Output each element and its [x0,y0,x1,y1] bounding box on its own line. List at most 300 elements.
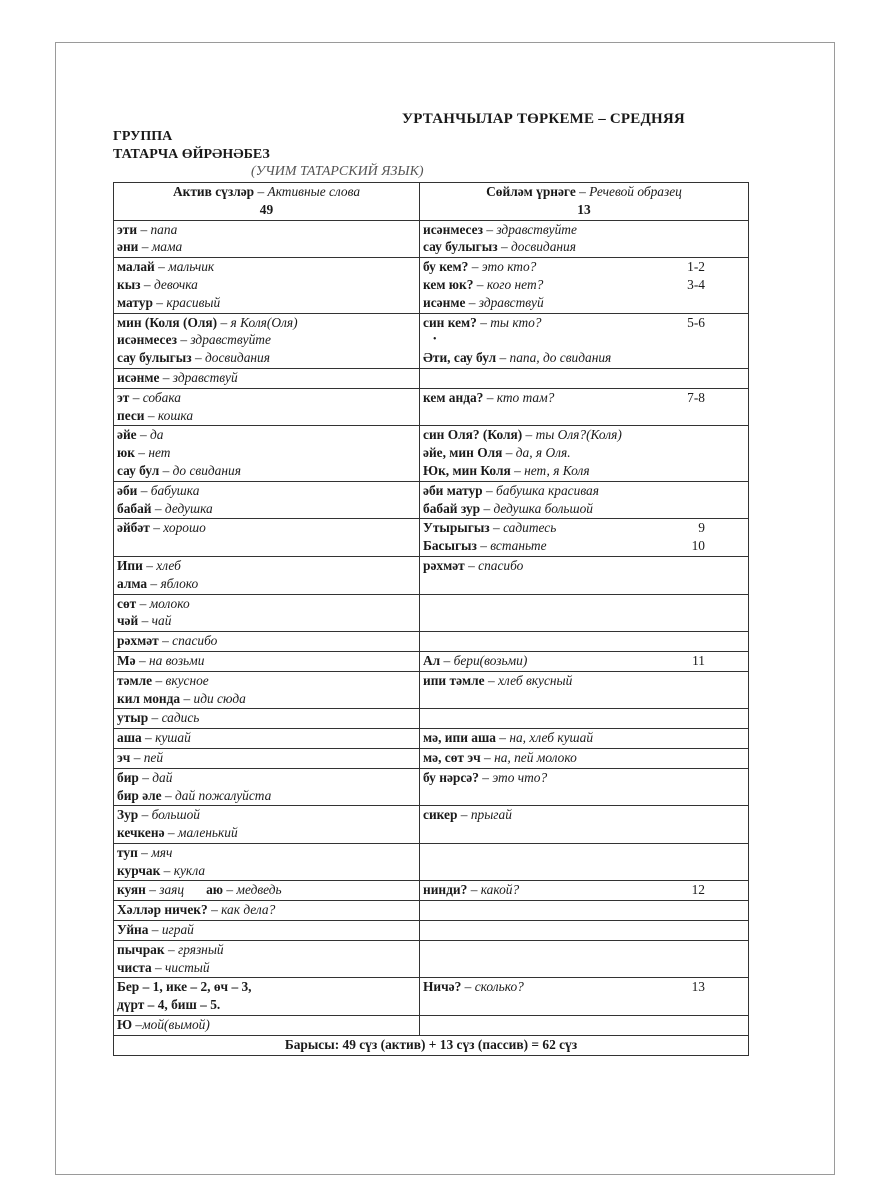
active-word-entry: пычрак – грязный [117,941,224,957]
russian-translation: это кто? [481,259,537,275]
speech-sample-cell [420,881,749,901]
table-row [114,220,749,258]
russian-translation: хлеб вкусный [497,672,573,688]
russian-translation: кушай [155,730,191,746]
speech-sample-entry: исәнмесез – здравствуйте [423,221,577,237]
tatar-word: сау бул [117,462,160,478]
active-word-entry: рәхмәт – спасибо [117,633,218,649]
russian-translation: бери(возьми) [453,652,528,668]
speech-sample-cell [420,594,749,632]
russian-translation: яблоко [160,575,199,591]
russian-translation: на возьми [148,652,205,668]
table-total-row [114,1035,749,1055]
table-row [114,651,749,671]
speech-sample-entry: нинди? – какой? 12 [423,882,705,898]
russian-translation: бабушка [150,482,200,498]
header-active-words: Актив сүзләр – Активные слова 49 [114,183,420,221]
tatar-word: бу кем? [423,259,469,275]
active-word-entry: бабай – дедушка [117,500,213,516]
tatar-word: бир әле [117,787,162,803]
tatar-word: чиста [117,959,152,975]
speech-sample-cell [420,843,749,881]
tatar-word: туп [117,844,138,860]
russian-translation: иди сюда [193,690,246,706]
active-word-entry: Хәлләр ничек? – как дела? [117,902,276,918]
tatar-word: сау булыгыз [117,350,192,366]
active-words-cell [114,258,420,313]
tatar-word: бабай зур [423,500,481,516]
tatar-word: кем анда? [423,389,484,405]
active-word-entry: эти – папа [117,221,178,237]
russian-translation: дай [152,769,173,785]
lesson-number: 13 [691,979,705,995]
tatar-word: Әти, сау бул [423,350,497,366]
russian-translation: мяч [151,844,173,860]
tatar-word: Ал [423,652,441,668]
tatar-word: малай [117,259,155,275]
russian-translation: здравствуй [478,294,544,310]
active-word-entry: кечкенә – маленький [117,825,238,841]
speech-sample-cell [420,556,749,594]
active-word-entry: чәй – чай [117,613,172,629]
table-row [114,388,749,426]
russian-translation: папа, до свидания [509,350,612,366]
russian-translation: маленький [177,825,238,841]
russian-translation: красивый [166,294,221,310]
active-words-cell [114,368,420,388]
speech-sample-cell [420,388,749,426]
tatar-word: әйбәт [117,520,150,536]
russian-translation: ты кто? [490,314,542,330]
speech-sample-entry: ипи тәмле – хлеб вкусный [423,672,573,688]
russian-translation: это что? [492,769,548,785]
header-speech-sample: Сөйләм үрнәге – Речевой образец 13 [420,183,749,221]
speech-sample-cell [420,651,749,671]
russian-translation: на, пей молоко [494,749,577,765]
tatar-word: Ипи [117,557,143,573]
active-word-entry: бир – дай [117,769,173,785]
header-speech-sample-count: 13 [577,201,591,217]
tatar-word: әйе, мин Оля [423,445,503,461]
lesson-number: 9 [698,520,705,536]
tatar-word: кем юк? [423,276,474,292]
tatar-word: мә, сөт эч [423,749,481,765]
tatar-word: эт [117,389,130,405]
table-row [114,806,749,844]
header-active-words-tt: Актив сүзләр [172,184,255,199]
speech-sample-cell [420,806,749,844]
tatar-word: Зур [117,807,139,823]
tatar-word: юк [117,445,135,461]
tatar-word: мә, ипи аша [423,730,496,746]
russian-translation: да, я Оля. [515,445,571,461]
active-words-cell [114,426,420,481]
active-word-entry [117,996,416,1014]
table-row [114,519,749,557]
active-words-cell [114,901,420,921]
speech-sample-entry: бу нәрсә? – это что? [423,769,548,785]
active-words-cell [114,729,420,749]
lesson-number: 11 [692,652,705,668]
russian-translation: мальчик [168,259,215,275]
table-row [114,594,749,632]
russian-translation: кого нет? [486,276,544,292]
speech-sample-entry: әби матур – бабушка красивая [423,482,599,498]
table-row [114,843,749,881]
active-word-entry: әби – бабушка [117,482,200,498]
russian-translation: ты Оля?(Коля) [535,427,622,443]
russian-translation: встаньте [490,538,547,554]
active-words-cell [114,806,420,844]
russian-translation: садитесь [503,520,557,536]
active-word-entry: курчак – кукла [117,862,206,878]
speech-sample-entry: кем юк? – кого нет? 3-4 [423,276,705,292]
active-words-cell [114,632,420,652]
russian-translation: да [150,427,164,443]
speech-sample-entry: Ничә? – сколько? 13 [423,979,705,995]
russian-translation: кукла [173,862,206,878]
active-word-entry: бир әле – дай пожалуйста [117,787,272,803]
active-words-cell [114,594,420,632]
group-label: ГРУППА [113,129,173,144]
speech-sample-entry: кем анда? – кто там? 7-8 [423,389,705,405]
speech-sample-entry: мә, сөт эч – на, пей молоко [423,749,577,765]
russian-translation: заяц [159,882,185,898]
russian-translation: садись [161,710,200,726]
active-word-entry: утыр – садись [117,710,200,726]
tatar-word: Уйна [117,922,149,938]
active-word-entry: Уйна – играй [117,922,194,938]
russian-translation: до свидания [172,462,241,478]
active-word-entry: сау булыгыз – досвидания [117,350,270,366]
russian-translation: мама [151,239,183,255]
tatar-word: Утырыгыз [423,520,490,536]
header-speech-sample-tt: Сөйләм үрнәге [486,184,576,199]
russian-translation: папа [150,221,178,237]
header-active-words-count: 49 [259,201,274,217]
speech-sample-entry: син Оля? (Коля) – ты Оля?(Коля) [423,427,622,443]
active-word-entry: Ю –мой(вымой) [117,1017,210,1033]
table-row [114,881,749,901]
active-word-entry: куян – заяц аю – медведь [117,882,282,898]
russian-translation: я Коля(Оля) [230,314,298,330]
active-word-entry: алма – яблоко [117,575,199,591]
table-row [114,313,749,368]
table-header-row [114,183,749,221]
tatar-word: Ю [117,1017,133,1033]
speech-sample-entry: рәхмәт – спасибо [423,557,524,573]
active-words-cell [114,978,420,1016]
russian-translation: прыгай [470,807,512,823]
active-word-entry: чиста – чистый [117,959,210,975]
tatar-word: кил монда [117,690,181,706]
tatar-word: песи [117,407,145,423]
active-word-entry: юк – нет [117,445,171,461]
active-words-cell [114,940,420,978]
russian-translation: медведь [236,882,282,898]
speech-sample-cell [420,368,749,388]
speech-sample-entry: син кем? – ты кто? 5-6 [423,314,705,330]
table-row [114,748,749,768]
tatar-word: бабай [117,500,152,516]
russian-translation: здравствуйте [496,221,577,237]
numbers-text: дүрт – 4, биш – 5. [117,997,221,1013]
tatar-word: кечкенә [117,825,165,841]
speech-sample-entry: бу кем? – это кто? 1-2 [423,259,705,275]
russian-translation: молоко [149,595,190,611]
lesson-number: 7-8 [687,389,705,405]
tatar-word: кыз [117,276,141,292]
active-words-cell [114,671,420,709]
lesson-number: 3-4 [687,276,705,292]
tatar-word: эти [117,221,138,237]
subtitle-tatar: ТАТАРЧА ӨЙРӘНӘБЕЗ [113,147,270,162]
tatar-word: исәнме [117,369,160,385]
speech-sample-entry: сау булыгыз – досвидания [423,239,576,255]
tatar-word: исәнмесез [423,221,483,237]
tatar-word: курчак [117,862,161,878]
tatar-word: аша [117,730,142,746]
tatar-word: тәмле [117,672,153,688]
tatar-word: әйе [117,427,137,443]
tatar-word: исәнмесез [117,332,177,348]
lesson-number: 1-2 [687,259,705,275]
russian-translation: пей [143,749,164,765]
active-word-entry: аша – кушай [117,730,191,746]
active-word-entry: Зур – большой [117,807,200,823]
speech-sample-entry: әйе, мин Оля – да, я Оля. [423,445,571,461]
table-row [114,901,749,921]
speech-sample-cell [420,258,749,313]
russian-translation: хорошо [163,520,206,536]
lesson-number: 12 [691,882,705,898]
russian-translation: здравствуйте [190,332,271,348]
tatar-word: рәхмәт [423,557,465,573]
table-row [114,1016,749,1036]
speech-sample-cell [420,671,749,709]
russian-translation: дедушка большой [493,500,594,516]
speech-sample-cell [420,709,749,729]
speech-sample-entry: Ал – бери(возьми) 11 [423,652,705,668]
stray-dot: • [433,334,437,346]
tatar-word: сикер [423,807,458,823]
active-words-cell [114,651,420,671]
russian-translation: какой? [480,882,520,898]
russian-translation: большой [151,807,200,823]
numbers-text: Бер – 1, ике – 2, өч – 3, [117,979,252,995]
russian-translation: спасибо [478,557,524,573]
table-row [114,978,749,1016]
speech-sample-entry: бабай зур – дедушка большой [423,500,594,516]
active-word-entry: әни – мама [117,239,183,255]
table-row [114,671,749,709]
speech-sample-entry: Утырыгыз – садитесь 9 [423,520,705,536]
russian-translation: досвидания [205,350,270,366]
speech-sample-entry: сикер – прыгай [423,807,512,823]
active-word-entry: сөт – молоко [117,595,190,611]
tatar-word: матур [117,294,153,310]
russian-translation: кто там? [496,389,555,405]
active-word-entry: әйбәт – хорошо [117,520,206,536]
table-row [114,921,749,941]
russian-translation: девочка [153,276,198,292]
table-row [114,481,749,519]
russian-translation: нет [148,445,171,461]
speech-sample-cell [420,768,749,806]
active-word-entry: Ипи – хлеб [117,557,181,573]
speech-sample-cell [420,1016,749,1036]
active-words-cell [114,1016,420,1036]
speech-sample-entry: исәнме – здравствуй [423,294,544,310]
active-words-cell [114,768,420,806]
russian-translation: на, хлеб кушай [509,730,594,746]
speech-sample-cell [420,426,749,481]
speech-sample-cell [420,220,749,258]
tatar-word: аю [206,882,224,898]
tatar-word: бир [117,769,139,785]
russian-translation: нет, я Коля [524,462,590,478]
active-word-entry: исәнмесез – здравствуйте [117,332,271,348]
tatar-word: утыр [117,710,149,726]
active-words-cell [114,313,420,368]
table-row [114,768,749,806]
tatar-word: Басыгыз [423,538,477,554]
table-row [114,632,749,652]
tatar-word: Ничә? [423,979,462,995]
tatar-word: сау булыгыз [423,239,498,255]
speech-sample-cell [420,313,749,368]
tatar-word: бу нәрсә? [423,769,479,785]
tatar-word: әни [117,239,139,255]
active-word-entry: матур – красивый [117,294,221,310]
tatar-word: исәнме [423,294,466,310]
speech-sample-cell [420,940,749,978]
active-word-entry: сау бул – до свидания [117,462,241,478]
speech-sample-cell [420,921,749,941]
russian-translation: хлеб [156,557,181,573]
active-words-cell [114,748,420,768]
russian-translation: чистый [165,959,210,975]
active-word-entry: Мә – на возьми [117,652,205,668]
table-row [114,368,749,388]
active-word-entry: эт – собака [117,389,181,405]
active-words-cell [114,921,420,941]
tatar-word: Юк, мин Коля [423,462,511,478]
active-word-entry: кил монда – иди сюда [117,690,246,706]
speech-sample-cell [420,901,749,921]
table-row [114,426,749,481]
speech-sample-entry: Басыгыз – встаньте 10 [423,538,705,554]
tatar-word: эч [117,749,131,765]
russian-translation: досвидания [511,239,576,255]
active-words-cell [114,481,420,519]
vocabulary-table [113,182,749,1056]
speech-sample-entry: мә, ипи аша – на, хлеб кушай [423,730,594,746]
active-word-entry: кыз – девочка [117,276,198,292]
russian-translation: спасибо [172,633,218,649]
table-row [114,729,749,749]
tatar-word: пычрак [117,941,165,957]
russian-translation: сколько? [474,979,524,995]
tatar-word: Мә [117,652,136,668]
russian-translation: чай [151,613,172,629]
russian-translation: дедушка [164,500,213,516]
active-word-entry: исәнме – здравствуй [117,369,238,385]
active-word-entry: малай – мальчик [117,259,215,275]
speech-sample-cell [420,481,749,519]
vocabulary-table-body [114,220,749,1035]
russian-translation: как дела? [221,902,276,918]
tatar-word: сөт [117,595,137,611]
lesson-number: 10 [691,538,705,554]
russian-translation: вкусное [165,672,209,688]
speech-sample-entry: Әти, сау бул – папа, до свидания [423,350,612,366]
russian-translation: бабушка красивая [496,482,599,498]
active-words-cell [114,556,420,594]
tatar-word: рәхмәт [117,633,159,649]
active-word-entry: песи – кошка [117,407,194,423]
tatar-word: әби матур [423,482,483,498]
tatar-word: чәй [117,613,139,629]
tatar-word: әби [117,482,138,498]
russian-translation: грязный [177,941,224,957]
russian-translation: мой(вымой) [142,1017,210,1033]
table-row [114,940,749,978]
tatar-word: син Оля? (Коля) [423,427,523,443]
active-words-cell [114,519,420,557]
speech-sample-cell [420,978,749,1016]
page-title: УРТАНЧЫЛАР ТӨРКЕМЕ – СРЕДНЯЯ [402,111,685,127]
total-summary: Барысы: 49 сүз (актив) + 13 сүз (пассив) = 62 сүз [114,1035,749,1055]
lesson-number: 5-6 [687,314,705,330]
active-words-cell [114,881,420,901]
russian-translation: кошка [157,407,194,423]
tatar-word: алма [117,575,148,591]
active-word-entry: эч – пей [117,749,164,765]
active-word-entry: тәмле – вкусное [117,672,209,688]
header-active-words-ru: Активные слова [267,184,361,199]
speech-sample-cell [420,519,749,557]
russian-translation: дай пожалуйста [175,787,272,803]
tatar-word: мин (Коля (Оля) [117,314,218,330]
header-speech-sample-ru: Речевой образец [589,184,682,199]
active-word-entry: туп – мяч [117,844,173,860]
table-row [114,556,749,594]
active-word-entry: әйе – да [117,427,164,443]
tatar-word: ипи тәмле [423,672,485,688]
speech-sample-cell [420,729,749,749]
active-words-cell [114,220,420,258]
active-word-entry [117,978,416,996]
tatar-word: Хәлләр ничек? [117,902,208,918]
tatar-word: нинди? [423,882,468,898]
active-words-cell [114,843,420,881]
speech-sample-cell [420,748,749,768]
tatar-word: син кем? [423,314,477,330]
speech-sample-cell [420,632,749,652]
table-row [114,258,749,313]
tatar-word: куян [117,882,146,898]
active-words-cell [114,709,420,729]
table-row [114,709,749,729]
speech-sample-entry: Юк, мин Коля – нет, я Коля [423,462,590,478]
active-word-entry: мин (Коля (Оля) – я Коля(Оля) [117,314,298,330]
subtitle-russian: (УЧИМ ТАТАРСКИЙ ЯЗЫК) [251,164,424,179]
russian-translation: играй [161,922,194,938]
active-words-cell [114,388,420,426]
russian-translation: собака [142,389,181,405]
russian-translation: здравствуй [172,369,238,385]
